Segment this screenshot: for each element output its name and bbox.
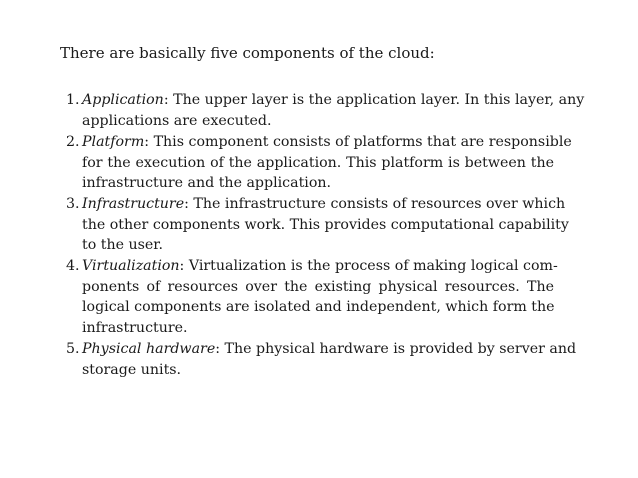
list-number: 1. (66, 92, 80, 108)
list-item-virtualization (66, 256, 558, 338)
list-item-infrastructure (66, 194, 569, 256)
list-item-term: Application (82, 92, 164, 108)
list-item-text: : This component consists of platforms that are responsible (144, 134, 572, 150)
list-item-term: Physical hardware (82, 341, 216, 357)
list-item-line (82, 339, 577, 360)
list-number: 4. (66, 258, 80, 274)
list-item-line: infrastructure and the application. (82, 175, 332, 191)
list-item-text: : The upper layer is the application layer. In this layer, any (163, 92, 585, 108)
list-item-line: to the user. (82, 237, 164, 253)
list-item-body (82, 132, 572, 194)
list-item-line: applications are executed. (82, 112, 272, 129)
list-number: 5. (66, 341, 80, 357)
list-item-text: : The physical hardware is provided by server and (215, 341, 577, 357)
list-item-platform (66, 132, 572, 194)
list-item-term: Virtualization (82, 258, 180, 274)
list-item-body (82, 256, 558, 338)
list-item-line: ponents of resources over the existing physical resources. The (82, 278, 554, 295)
list-number: 3. (66, 196, 80, 212)
list-item-line: for the execution of the application. This platform is between the (82, 154, 554, 171)
list-item-body (82, 90, 585, 131)
intro-sentence: There are basically five components of the cloud: (60, 44, 435, 62)
list-item-body (82, 194, 569, 256)
list-item-line: storage units. (82, 361, 182, 378)
list-item-line (82, 132, 572, 153)
list-item-line: infrastructure. (82, 319, 188, 336)
list-item-body (82, 339, 577, 380)
list-item-term: Platform (82, 134, 145, 150)
list-item-line (82, 90, 585, 111)
list-item-application (66, 90, 585, 131)
list-item-line (82, 194, 566, 215)
list-item-physical-hardware (66, 339, 577, 380)
list-item-text: : The infrastructure consists of resources over which (184, 196, 566, 212)
list-item-text: : Virtualization is the process of making logical com- (179, 258, 558, 274)
list-item-line (82, 256, 558, 277)
list-item-term: Infrastructure (82, 196, 185, 212)
list-number: 2. (66, 134, 80, 150)
list-item-line: the other components work. This provides computational capability (82, 216, 569, 233)
list-item-line: logical components are isolated and independent, which form the (82, 299, 555, 315)
